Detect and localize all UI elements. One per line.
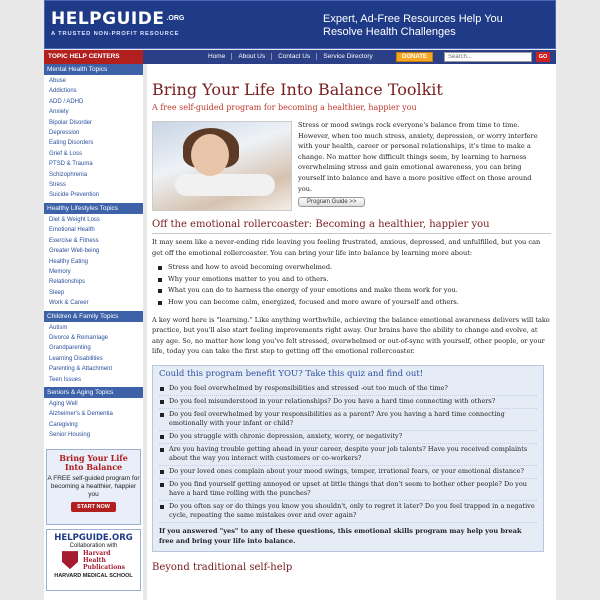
harvard-health-publications-logo	[83, 550, 125, 571]
sidebar-item[interactable]: Learning Disabilities	[49, 355, 103, 362]
topic-help-centers-label: TOPIC HELP CENTERS	[44, 50, 143, 64]
nav-link-about[interactable]: About Us	[232, 53, 272, 60]
collaboration-label: Collaboration with	[69, 542, 118, 549]
sidebar-item[interactable]: Alzheimer's & Dementia	[49, 411, 113, 418]
sidebar-item[interactable]: Healthy Eating	[49, 258, 89, 265]
page-subtitle: A free self-guided program for becoming a healthier, happier you	[152, 103, 417, 112]
harvard-logo-row	[47, 550, 140, 571]
quiz-question: Do you feel overwhelmed by responsibilities and stressed -out too much of the time?	[159, 383, 537, 396]
quiz-box	[152, 365, 544, 552]
sidebar-item[interactable]: Schizophrenia	[49, 171, 88, 178]
sidebar-item[interactable]: Greater Well-being	[49, 248, 100, 255]
sidebar-list-seniors-aging	[44, 398, 143, 443]
sidebar-item[interactable]: Abuse	[49, 78, 67, 84]
sidebar-item[interactable]: ADD / ADHD	[49, 98, 84, 105]
nav-links	[202, 53, 379, 60]
rollercoaster-paragraph: It may seem like a never-ending ride leaving you feeling frustrated, anxious, depressed, and unfulfilled, but you can get off the emotional rollercoaster. You can bring your life into balance by learning more about:	[152, 238, 541, 257]
sidebar-item[interactable]: Parenting & Attachment	[49, 366, 113, 373]
sidebar-item[interactable]: Divorce & Remarriage	[49, 334, 109, 341]
sidebar-section-title: Children & Family Topics	[44, 311, 143, 322]
divider	[152, 233, 551, 234]
sidebar-item[interactable]: Memory	[49, 268, 71, 275]
promo-title-line-1: Bring Your Life	[59, 452, 128, 463]
sidebar-item[interactable]: Aging Well	[49, 400, 78, 407]
quiz-title: Could this program benefit YOU? Take this quiz and find out!	[159, 368, 424, 379]
promo-text: A FREE self-guided program for becoming a healthier, happier you	[47, 474, 140, 498]
quiz-question: Do your loved ones complain about your mood swings, temper, irrational fears, or your emotional distance?	[159, 466, 537, 479]
nav-link-home[interactable]: Home	[202, 53, 232, 60]
sidebar-list-mental-health	[44, 75, 143, 203]
harvard-collaboration-box[interactable]	[46, 529, 141, 591]
sidebar-item[interactable]: Emotional Health	[49, 227, 95, 234]
sidebar-item[interactable]: Caregiving	[49, 421, 78, 428]
sidebar	[44, 64, 143, 600]
site-header	[44, 0, 556, 49]
sidebar-item[interactable]: Stress	[49, 182, 67, 189]
sidebar-section-title: Mental Health Topics	[44, 64, 143, 75]
quiz-question: Do you feel overwhelmed by your responsibilities as a parent? Are you having a hard time connecting emotionally with your infant or child?	[159, 409, 537, 431]
hh-line-1: Harvard	[83, 549, 111, 557]
nav-link-service-directory[interactable]: Service Directory	[323, 53, 373, 60]
sidebar-section-title: Seniors & Aging Topics	[44, 387, 143, 398]
photo-arm-shape	[175, 174, 275, 196]
sidebar-item[interactable]: Bipolar Disorder	[49, 119, 93, 126]
sidebar-item[interactable]: Senior Housing	[49, 432, 91, 439]
sidebar-item[interactable]: Exercise & Fitness	[49, 237, 99, 244]
program-guide-button[interactable]: Program Guide >>	[298, 197, 365, 207]
quiz-result-text: If you answered "yes" to any of these questions, this emotional skills program may help you break free and bring your life into balance.	[159, 526, 522, 545]
sidebar-list-children-family	[44, 322, 143, 387]
intro-paragraph: Stress or mood swings rock everyone's balance from time to time. However, when too much stress, anxiety, depression, or worry interfere with your health, career or personal relationships, it's time to make a change. No matter how difficult things seem, by learning to harness overwhelming stress and gain emotional awareness, you can bring yourself into balance and have a more positive effect on those around you.	[298, 121, 538, 193]
tagline-line-2: Resolve Health Challenges	[323, 26, 456, 38]
sidebar-list-healthy-lifestyles	[44, 214, 143, 311]
learning-paragraph: A key word here is "learning." Like anything worthwhile, achieving the balance emotional awareness delivers will take practice, but you'll also start feeling improvements right away. Our brains have the ability to change and evolve, at any age. So, no matter how long you've felt stressed, overwhelmed or out-of-sync with yourself, other people, or your life, today you can take the first step to getting off the emotional rollercoaster.	[152, 315, 550, 356]
promo-title-line-2: Into Balance	[64, 461, 123, 472]
section-heading-rollercoaster: Off the emotional rollercoaster: Becoming a healthier, happier you	[152, 219, 490, 230]
harvard-medical-school-label: HARVARD MEDICAL SCHOOL	[54, 572, 133, 579]
quiz-question: Do you often say or do things you know you shouldn't, only to regret it later? Do you feel trapped in a negative cycle, repeating the same mistakes over and over again?	[159, 501, 537, 523]
hh-line-2: Health	[83, 556, 106, 564]
search-input[interactable]	[444, 52, 532, 62]
logo-text: HELPGUIDE	[51, 9, 165, 29]
tagline-line-1: Expert, Ad-Free Resources Help You	[323, 13, 503, 25]
sidebar-item[interactable]: Grief & Loss	[49, 150, 83, 157]
intro-section	[152, 121, 551, 211]
sidebar-item[interactable]: Depression	[49, 130, 80, 137]
harvard-shield-icon	[62, 551, 78, 569]
start-now-button[interactable]: START NOW	[71, 502, 116, 512]
sidebar-item[interactable]: Relationships	[49, 279, 86, 286]
sidebar-item[interactable]: Teen Issues	[49, 376, 82, 383]
hh-line-3: Publications	[83, 563, 125, 571]
sidebar-item[interactable]: Sleep	[49, 289, 65, 296]
section-heading-beyond: Beyond traditional self-help	[152, 561, 293, 573]
learning-bullet-list	[152, 262, 551, 308]
sidebar-item[interactable]: PTSD & Trauma	[49, 161, 93, 168]
quiz-question: Do you feel misunderstood in your relationships? Do you have a hard time connecting with others?	[159, 396, 537, 409]
nav-link-contact[interactable]: Contact Us	[272, 53, 317, 60]
logo-subtitle: A TRUSTED NON-PROFIT RESOURCE	[51, 31, 180, 37]
site-logo[interactable]	[51, 9, 184, 37]
sidebar-section-title: Healthy Lifestyles Topics	[44, 203, 143, 214]
header-tagline	[323, 13, 503, 39]
main-content	[147, 64, 556, 600]
list-item: How you can become calm, energized, focused and more aware of yourself and others.	[158, 297, 551, 309]
smiling-woman-photo	[152, 121, 292, 211]
search-go-button[interactable]: GO	[536, 52, 550, 62]
list-item: Why your emotions matter to you and to others.	[158, 274, 551, 286]
helpguide-logo: HELPGUIDE.ORG	[54, 532, 133, 543]
quiz-question: Do you find yourself getting annoyed or upset at little things that don't seem to bother other people? Do you have a hard time rolling with the punches?	[159, 479, 537, 501]
donate-button[interactable]: DONATE	[396, 52, 433, 62]
quiz-question: Do you struggle with chronic depression, anxiety, worry, or negativity?	[159, 431, 537, 444]
sidebar-item[interactable]: Suicide Prevention	[49, 192, 100, 199]
quiz-question-list	[159, 383, 537, 523]
sidebar-item[interactable]: Addictions	[49, 88, 77, 95]
sidebar-item[interactable]: Work & Career	[49, 300, 89, 307]
sidebar-item[interactable]: Eating Disorders	[49, 140, 94, 147]
sidebar-item[interactable]: Grandparenting	[49, 345, 91, 352]
sidebar-item[interactable]: Anxiety	[49, 109, 69, 116]
top-nav	[44, 50, 556, 64]
sidebar-item[interactable]: Diet & Weight Loss	[49, 216, 100, 223]
balance-promo-banner[interactable]	[46, 449, 141, 525]
photo-face-shape	[191, 134, 229, 176]
page-title: Bring Your Life Into Balance Toolkit	[152, 80, 443, 99]
list-item: Stress and how to avoid becoming overwhelmed.	[158, 262, 551, 274]
sidebar-item[interactable]: Autism	[49, 324, 68, 331]
list-item: What you can do to harness the energy of your emotions and make them work for you.	[158, 285, 551, 297]
quiz-question: Are you having trouble getting ahead in your career, despite your job talents? Have you received complaints about the way you interact with customers or co-workers?	[159, 444, 537, 466]
logo-org: .ORG	[166, 15, 185, 22]
